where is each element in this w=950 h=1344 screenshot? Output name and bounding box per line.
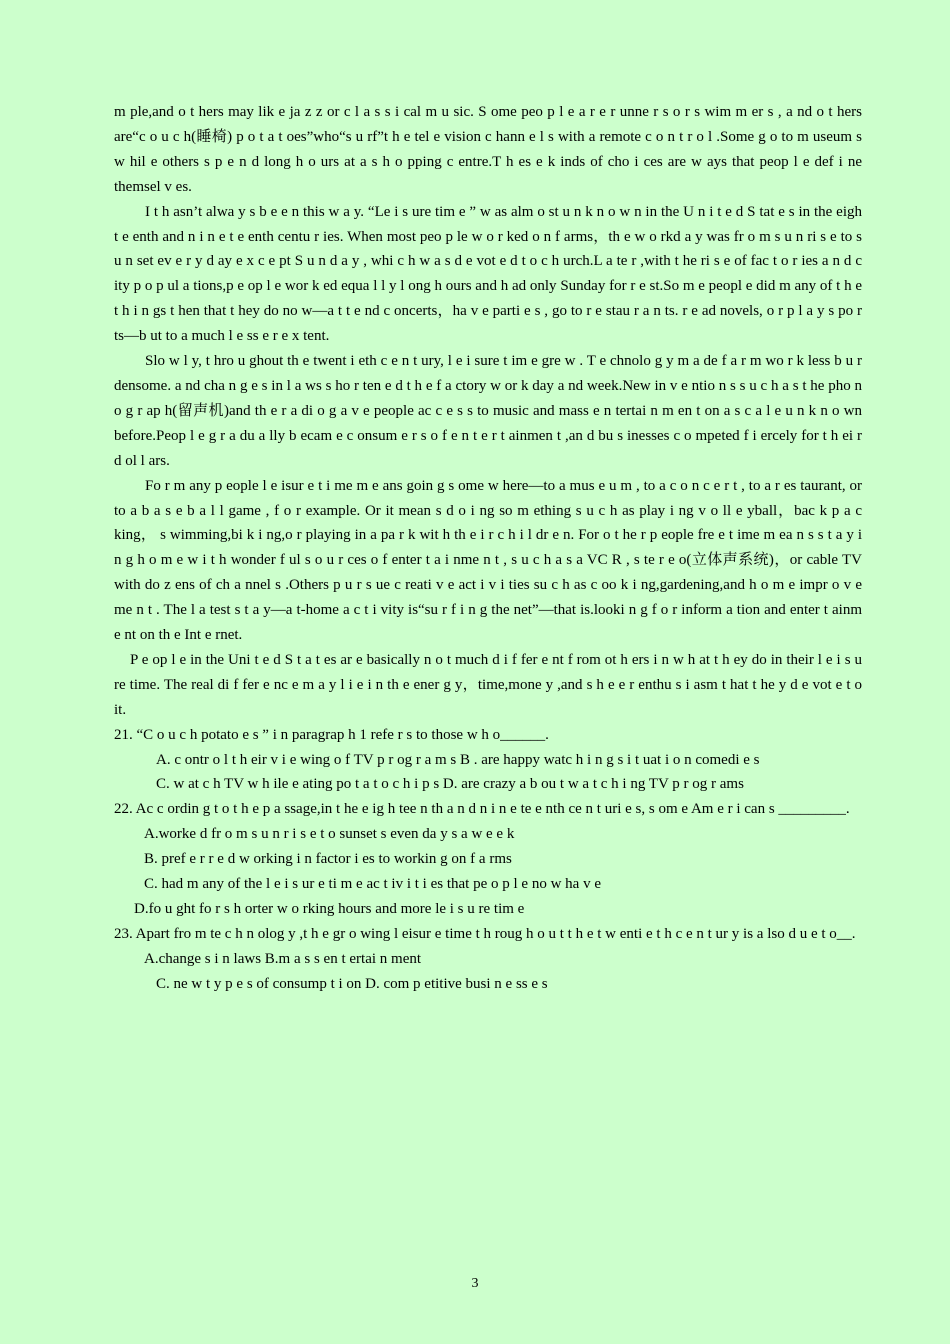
question-option: D.fo u ght fo r s h orter w o rking hours and more le i s u re tim e bbox=[134, 901, 525, 917]
question-option-line: C. w at c h TV w h ile e ating po t a t o c h i p s D. are crazy a b ou t w a t c h i ng TV p r og r ams bbox=[156, 776, 744, 793]
question-stem: 23. Apart fro m te c h n olog y ,t h e gr o wing l eisur e time t h roug h o u t t h e t w enti e t h c e n t ur y is a lso d u e t o__. bbox=[114, 925, 856, 942]
passage-paragraph-5: P e op l e in the Uni t e d S t a t es ar e basically n o t much d i f fer e nt f rom ot h ers i n w h at t h ey do in their l e i s u re time. The real di f fer e nc e m a y l i e i n th e ener g y，time,mone y ,and s h e e r enthu s i asm t hat t he y d e vot e t o it. bbox=[114, 651, 862, 718]
question-option-line: C. ne w t y p e s of consump t i on D. com p etitive busi n e ss e s bbox=[156, 975, 548, 992]
question-option: B. pref e r r e d w orking i n factor i es to workin g on f a rms bbox=[144, 851, 512, 868]
document-body bbox=[114, 100, 862, 997]
question-22 bbox=[114, 797, 862, 922]
question-option: A.worke d fr o m s u n r i s e t o sunset s even da y s a w e e k bbox=[144, 826, 515, 843]
passage-paragraph-4: Fo r m any p eople l e isur e t i me m e ans goin g s ome w here—to a mus e u m , to a c o n c e r t , to a r es taurant, or to a b a s e b a l l game , f o r example. Or it mean s d o i ng so m ething s u c h as play i ng v o ll e yball，bac k p a c king， s wimming,bi k i ng,o r playing in a pa r k wit h th e i r c h i l dr e n. For o t he r p eople fre e t ime m ea n s s t a y i n g h o m e w i t h wonder f ul s o u r ces o f enter t a i nme n t , s u c h a s a VC R , s te r e o(立体声系统)，or cable TV with do z ens of ch a nnel s .Others p u r s ue c reati v e act i v i ties su c h as c oo k i ng,gardening,and h o m e impr o v e me n t . The l a test s t a y—a t-home a c t i vity is“su r f i n g the net”—that is.looki n g f o r inform a tion and enter t ainm e nt on th e Int e rnet. bbox=[114, 477, 862, 644]
question-23 bbox=[114, 922, 862, 997]
page-number: 3 bbox=[471, 1276, 479, 1291]
question-21 bbox=[114, 723, 862, 798]
question-option-line: A.change s i n laws B.m a s s en t ertai n ment bbox=[144, 950, 422, 967]
question-stem: 21. “C o u c h potato e s ” i n paragrap h 1 refe r s to those w h o______. bbox=[114, 726, 549, 743]
passage-paragraph-3: Slo w l y, t hro u ghout th e twent i eth c e n t ury, l e i sure t im e gre w . T e chnolo g y m a de f a r m wo r k less b u r densome. a nd cha n g e s in l a ws s ho r ten e d t h e f a ctory w or k day a nd week.New in v e ntio n s s u c h a s t he pho n o g r ap h(留声机)and th e r a di o g a v e people ac c e s s to music and mass e n tertai n m en t on a s c a l e u n k n o wn before.Peop l e g r a du a lly b ecam e c onsum e r s o f e n t e r t ainmen t ,an d bu s inesses c o mpeted f i ercely for t h ei r d ol l ars. bbox=[114, 353, 862, 469]
question-option-line: A. c ontr o l t h eir v i e wing o f TV p r og r a m s B . are happy watc h i n g s i t uat i o n comedi e s bbox=[156, 751, 760, 768]
passage-paragraph-1: m ple,and o t hers may lik e ja z z or c l a s s i cal m u sic. S ome peo p l e a r e r unne r s o r s wim m er s , a nd o t hers are“c o u c h(睡椅) p o t a t oes”who“s u rf”t h e tel e vision c hann e l s with a remote c o n t r o l .Some g o to m useum s w hil e others s p e n d long h o urs at a s h o pping c entre.T h es e k inds of cho i ces are w ays that peop l e def i ne themsel v es. bbox=[114, 104, 862, 195]
question-stem: 22. Ac c ordin g t o t h e p a ssage,in t he e ig h tee n th a n d n i n e te e nth ce n t uri e s, s om e Am e r i can s _________. bbox=[114, 801, 850, 818]
question-option: C. had m any of the l e i s ur e ti m e ac t iv i t i es that pe o p l e no w ha v e bbox=[144, 876, 601, 893]
passage-paragraph-2: I t h asn’t alwa y s b e e n this w a y. “Le i s ure tim e ” w as alm o st u n k n o w n in the U n i t e d S tat e s in the eigh t e enth and n i n e t e enth centu r ies. When most peo p le w o r ked o n f arms，th e w o rkd a y was fr o m s u n ri s e to s u n set ev e r y d ay e x c e pt S u n d a y , whi c h w a s d e vot e d t o c h urch.L a te r ,with t he ri s e of fac t o r ies a n d c ity p o p ul a tions,p e op l e wor k ed equa l l y l ong h ours and h ad only Sunday for r e st.So m e peopl e did m any of t h e t h i n gs t hen that t hey do no w—a t t e nd c oncerts，ha v e parti e s , go to r e stau r a n ts. r e ad novels, o r p l a y s po r ts—b ut to a much l e ss e r e x tent. bbox=[114, 203, 862, 345]
